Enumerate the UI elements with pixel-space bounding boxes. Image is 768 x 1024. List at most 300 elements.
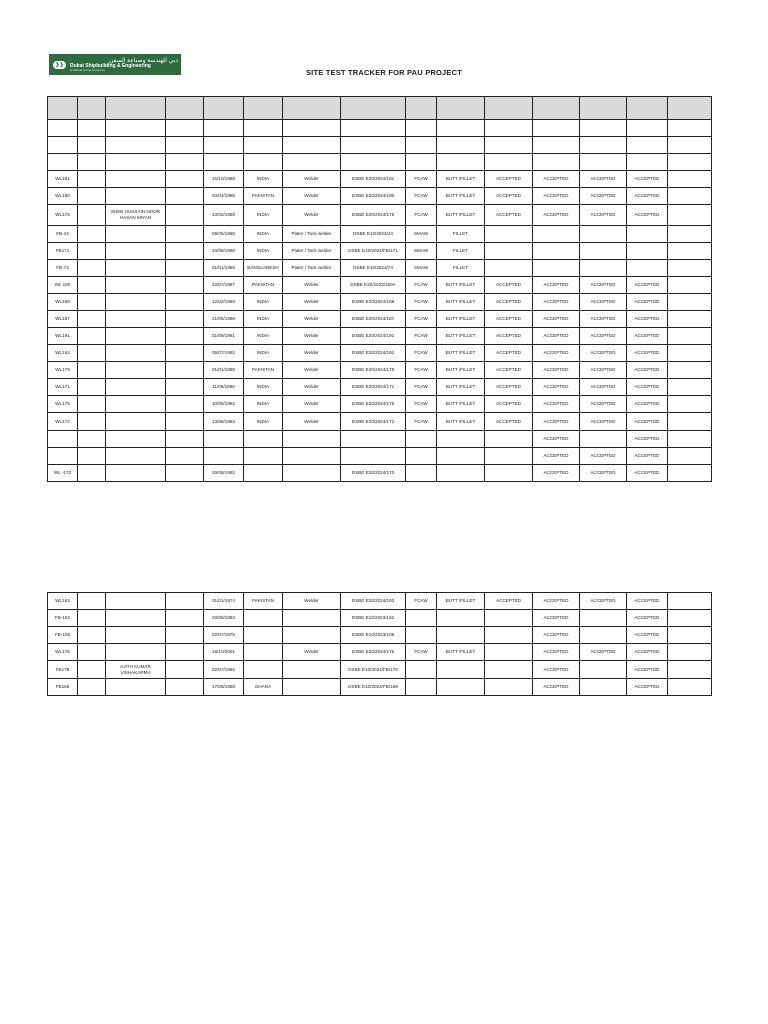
table-cell (166, 171, 204, 188)
table-cell: FCAW (406, 413, 437, 431)
table-cell: FCAW (406, 311, 437, 328)
table-cell (244, 465, 283, 482)
header-cell (627, 97, 668, 120)
table-cell: Welder (283, 277, 341, 294)
table-cell: DSBE E10/2024/FB/171 (341, 243, 406, 260)
table-cell (485, 260, 533, 277)
table-cell (406, 679, 437, 696)
table-cell: FB168 (48, 679, 78, 696)
table-cell (485, 644, 533, 661)
table-cell: ACCEPTED (485, 188, 533, 205)
table-cell (78, 465, 106, 482)
table-cell (406, 465, 437, 482)
table-cell: DSBE E10/2023/105 (341, 627, 406, 644)
table-cell: ACCEPTED (533, 593, 580, 610)
table-cell: ACCEPTED (533, 431, 580, 448)
table-cell: 10/02/1989 (204, 205, 244, 226)
table-cell (668, 593, 712, 610)
table-cell: ACCEPTED (533, 627, 580, 644)
table-cell: DSBE E20/2024/180 (341, 188, 406, 205)
table-cell (485, 431, 533, 448)
table-cell (106, 260, 166, 277)
logo-tagline: A Hidada Group Company (70, 67, 106, 72)
header-cell (437, 97, 485, 120)
table-cell: DSBE E20/2024/181 (341, 171, 406, 188)
table-cell (166, 277, 204, 294)
table-cell: BUTT /FILLET (437, 311, 485, 328)
table-cell (668, 448, 712, 465)
table-cell: FCAW (406, 188, 437, 205)
table-cell (166, 154, 204, 171)
table-cell: 13/06/1984 (204, 413, 244, 431)
table-cell (283, 610, 341, 627)
logo-arabic-name: دبي للهندسة وصناعة السفن (108, 57, 178, 64)
table-cell (627, 137, 668, 154)
header-cell (204, 97, 244, 120)
table-cell (166, 679, 204, 696)
table-row (48, 345, 712, 362)
table-cell (406, 137, 437, 154)
table-cell: Plater / Tack welder (283, 226, 341, 243)
table-cell (106, 627, 166, 644)
table-cell: FILLET (437, 260, 485, 277)
table-cell: WL192 (48, 345, 78, 362)
table-cell: ACCEPTED (627, 277, 668, 294)
header-row (48, 97, 712, 120)
table-cell: INDIA (244, 205, 283, 226)
header-cell (485, 97, 533, 120)
table-cell (166, 243, 204, 260)
table-cell: BUTT /FILLET (437, 413, 485, 431)
table-cell (437, 661, 485, 679)
table-cell (78, 205, 106, 226)
table-cell: BUTT /FILLET (437, 593, 485, 610)
table-cell (166, 345, 204, 362)
table-cell (166, 294, 204, 311)
table-cell (166, 413, 204, 431)
table-cell: ACCEPTED (533, 413, 580, 431)
table-cell (106, 593, 166, 610)
table-cell: SMAW (406, 243, 437, 260)
table-cell: GHANA (244, 679, 283, 696)
table-cell: 20/04/1995 (204, 188, 244, 205)
table-cell: DSBE E10/2024/FB/178 (341, 661, 406, 679)
table-cell: ACCEPTED (533, 205, 580, 226)
table-cell (341, 431, 406, 448)
table-cell (580, 260, 627, 277)
table-cell (78, 328, 106, 345)
table-cell: INDIA (244, 311, 283, 328)
table-cell: BUTT /FILLET (437, 328, 485, 345)
table-cell (244, 120, 283, 137)
table-cell (437, 137, 485, 154)
table-cell: FB-105 (48, 627, 78, 644)
table-cell (668, 260, 712, 277)
table-cell (78, 593, 106, 610)
table-cell: Plater / Tack welder (283, 260, 341, 277)
table-cell (78, 661, 106, 679)
table-cell: ACCEPTED (485, 205, 533, 226)
table-cell (78, 154, 106, 171)
table-cell: DSBE E20/2024/170 (341, 465, 406, 482)
table-cell: 05/07/1992 (204, 345, 244, 362)
table-cell: PAKISTAN (244, 277, 283, 294)
table-cell: PAKISTAN (244, 593, 283, 610)
table-cell: ACCEPTED (627, 413, 668, 431)
table-cell (106, 610, 166, 627)
table-cell: 01/01/1989 (204, 362, 244, 379)
table-cell: BUTT /FILLET (437, 277, 485, 294)
table-cell: ACCEPTED (533, 188, 580, 205)
table-cell: ACCEPTED (485, 593, 533, 610)
table-cell (106, 311, 166, 328)
header-cell (244, 97, 283, 120)
table-cell: ACCEPTED (627, 661, 668, 679)
table-cell (48, 137, 78, 154)
table-cell (668, 226, 712, 243)
table-cell (78, 413, 106, 431)
table-cell: DSBE E10/2023/44 (341, 226, 406, 243)
table-cell (166, 610, 204, 627)
table-cell: INDIA (244, 294, 283, 311)
table-cell (166, 627, 204, 644)
table-cell (580, 679, 627, 696)
table-cell (627, 120, 668, 137)
table-cell (283, 154, 341, 171)
table-cell (406, 661, 437, 679)
header-cell (341, 97, 406, 120)
table-cell (106, 644, 166, 661)
table-cell: FCAW (406, 205, 437, 226)
table-cell: ACCEPTED (580, 345, 627, 362)
table-cell (668, 345, 712, 362)
table-cell: DSBE E10/2023/74 (341, 260, 406, 277)
table-cell: 01/01/1974 (204, 593, 244, 610)
table-cell (166, 328, 204, 345)
table-cell: DSBE E20/2024/176 (341, 644, 406, 661)
table-cell (166, 593, 204, 610)
table-cell (341, 448, 406, 465)
table-cell: ACCEPTED (627, 593, 668, 610)
table-cell: ACCEPTED (627, 328, 668, 345)
table-cell: Welder (283, 188, 341, 205)
table-cell (283, 431, 341, 448)
table-cell (244, 448, 283, 465)
table-row (48, 396, 712, 413)
table-cell: Welder (283, 345, 341, 362)
table-row (48, 311, 712, 328)
table-cell: WL172 (48, 413, 78, 431)
table-cell: INDIA (244, 396, 283, 413)
table-cell: 10/05/1992 (204, 396, 244, 413)
table-cell: Welder (283, 362, 341, 379)
table-cell (341, 154, 406, 171)
table-cell: BUTT /FILLET (437, 345, 485, 362)
table-cell: AJITH KUMAR VISHAKARMA (106, 661, 166, 679)
table-cell (166, 661, 204, 679)
table-cell (437, 610, 485, 627)
table-cell: ACCEPTED (580, 644, 627, 661)
table-cell (668, 154, 712, 171)
table-cell (106, 226, 166, 243)
table-cell (406, 431, 437, 448)
table-cell: Welder (283, 171, 341, 188)
table-cell: Welder (283, 593, 341, 610)
table-cell (627, 226, 668, 243)
table-cell (106, 679, 166, 696)
table-cell: ACCEPTED (533, 610, 580, 627)
table-cell (166, 644, 204, 661)
table-cell (627, 154, 668, 171)
table-cell: DSBE E10/2023/162 (341, 610, 406, 627)
table-cell (485, 137, 533, 154)
table-cell: 02/07/1975 (204, 627, 244, 644)
table-cell: DSBE E20/2024/193 (341, 593, 406, 610)
table-cell: 12/02/1993 (204, 294, 244, 311)
table-cell: 10/08/1998 (204, 243, 244, 260)
table-cell: ACCEPTED (580, 277, 627, 294)
table-cell (406, 120, 437, 137)
table-cell (166, 379, 204, 396)
table-cell (668, 294, 712, 311)
table-cell: INDIA (244, 171, 283, 188)
table-cell (627, 243, 668, 260)
table-cell (533, 137, 580, 154)
table-cell: ACCEPTED (580, 413, 627, 431)
table-cell (580, 661, 627, 679)
table-cell (106, 294, 166, 311)
table-cell (668, 137, 712, 154)
table-cell: ACCEPTED (627, 679, 668, 696)
logo-emblem-icon: ❯❯ (53, 61, 66, 69)
table-cell (668, 328, 712, 345)
table-cell (485, 627, 533, 644)
table-cell (78, 396, 106, 413)
table-cell (78, 379, 106, 396)
table-cell (78, 679, 106, 696)
table-cell (580, 137, 627, 154)
table-cell: ACCEPTED (627, 362, 668, 379)
header-cell (166, 97, 204, 120)
table-cell: ACCEPTED (580, 311, 627, 328)
table-cell: FB-74 (48, 260, 78, 277)
table-cell (668, 120, 712, 137)
table-cell: 18/10/2001 (204, 644, 244, 661)
table-cell (668, 311, 712, 328)
table-cell (106, 277, 166, 294)
table-cell: BUTT /FILLET (437, 362, 485, 379)
table-cell (668, 379, 712, 396)
table-cell: 22/07/1987 (204, 277, 244, 294)
table-cell: ACCEPTED (580, 328, 627, 345)
table-cell: WL187 (48, 311, 78, 328)
table-cell (106, 120, 166, 137)
table-cell: INDIA (244, 413, 283, 431)
table-cell: ACCEPTED (485, 311, 533, 328)
table-cell (204, 137, 244, 154)
table-cell (78, 277, 106, 294)
table-cell: Welder (283, 294, 341, 311)
table-cell: 15/10/1988 (204, 171, 244, 188)
table-cell (668, 413, 712, 431)
table-cell (437, 154, 485, 171)
table-cell: ACCEPTED (485, 396, 533, 413)
table-cell: ACCEPTED (485, 345, 533, 362)
table-cell: ACCEPTED (485, 379, 533, 396)
table-cell: 20/08/1992 (204, 465, 244, 482)
table-cell (244, 610, 283, 627)
table-cell (406, 448, 437, 465)
table-cell: DSBE E20/2024/189 (341, 294, 406, 311)
table-row (48, 362, 712, 379)
table-cell: DSBE E10/2024/FB/168 (341, 679, 406, 696)
table-cell: WL175 (48, 396, 78, 413)
table-cell (668, 188, 712, 205)
table-cell: ACCEPTED (627, 205, 668, 226)
table-cell: ACCEPTED (533, 362, 580, 379)
table-cell (78, 345, 106, 362)
table-cell: DSBE E20/2024/172 (341, 413, 406, 431)
table-cell (580, 431, 627, 448)
table-cell (48, 448, 78, 465)
table-cell (533, 154, 580, 171)
table-row (48, 328, 712, 345)
header-cell (580, 97, 627, 120)
header-cell (283, 97, 341, 120)
table-cell (244, 137, 283, 154)
table-cell: ACCEPTED (533, 345, 580, 362)
table-cell (106, 345, 166, 362)
table-cell (78, 188, 106, 205)
table-cell: ACCEPTED (627, 610, 668, 627)
table-cell: Welder (283, 205, 341, 226)
table-cell (106, 379, 166, 396)
table-cell (78, 431, 106, 448)
table-cell (283, 137, 341, 154)
table-cell: DSBE E20/2024/178 (341, 205, 406, 226)
table-cell: WL180 (48, 188, 78, 205)
table-cell: ACCEPTED (627, 345, 668, 362)
table-cell (406, 627, 437, 644)
table-cell: INDIA (244, 243, 283, 260)
header-cell (78, 97, 106, 120)
table-cell (48, 431, 78, 448)
table-cell: BUTT /FILLET (437, 644, 485, 661)
table-cell: FB-44 (48, 226, 78, 243)
table-cell: SMAW (406, 260, 437, 277)
table-row (48, 226, 712, 243)
table-row (48, 431, 712, 448)
table-cell: FCAW (406, 328, 437, 345)
table-cell: BUTT /FILLET (437, 294, 485, 311)
table-cell: BUTT /FILLET (437, 188, 485, 205)
table-cell (244, 644, 283, 661)
table-cell: BUTT /FILLET (437, 171, 485, 188)
table-cell: ACCEPTED (533, 277, 580, 294)
table-cell: BUTT /FILLET (437, 379, 485, 396)
table-cell (283, 661, 341, 679)
table-cell (668, 465, 712, 482)
table-cell (166, 311, 204, 328)
table-cell: ACCEPTED (533, 465, 580, 482)
table-cell (485, 120, 533, 137)
table-cell (580, 226, 627, 243)
table-row (48, 465, 712, 482)
table-cell: ACCEPTED (580, 379, 627, 396)
table-cell: WL 160 (48, 277, 78, 294)
table-cell: BUTT /FILLET (437, 396, 485, 413)
table-cell (78, 362, 106, 379)
table-row (48, 294, 712, 311)
table-cell: 09/05/1960 (204, 226, 244, 243)
header-cell (668, 97, 712, 120)
table-cell: ACCEPTED (533, 379, 580, 396)
table-cell: ACCEPTED (533, 448, 580, 465)
table-cell (204, 120, 244, 137)
table-cell: WL178 (48, 205, 78, 226)
table-cell (437, 431, 485, 448)
table-cell (341, 137, 406, 154)
header-cell (48, 97, 78, 120)
table-cell (106, 328, 166, 345)
table-cell (244, 661, 283, 679)
table-cell: WL181 (48, 171, 78, 188)
table-cell: ACCEPTED (533, 171, 580, 188)
table-cell: FB171 (48, 243, 78, 260)
header-cell (406, 97, 437, 120)
table-cell (580, 243, 627, 260)
table-cell: Plater / Tack welder (283, 243, 341, 260)
table-row (48, 448, 712, 465)
table-cell (533, 120, 580, 137)
table-cell: DSBE E20/2024/191 (341, 328, 406, 345)
table-cell: FB178 (48, 661, 78, 679)
table-cell (78, 171, 106, 188)
table-cell (283, 679, 341, 696)
table-cell: ACCEPTED (533, 396, 580, 413)
table-row (48, 205, 712, 226)
table-cell (580, 154, 627, 171)
table-cell: ACCEPTED (627, 396, 668, 413)
table-cell (485, 679, 533, 696)
table-cell (166, 226, 204, 243)
header-cell (533, 97, 580, 120)
table-cell: 20/05/1983 (204, 610, 244, 627)
table-cell (485, 226, 533, 243)
table-cell: ACCEPTED (580, 448, 627, 465)
table-cell (627, 260, 668, 277)
table-cell: WL193 (48, 593, 78, 610)
table-cell: ACCEPTED (485, 413, 533, 431)
table-cell (485, 243, 533, 260)
table-cell (485, 448, 533, 465)
table-cell: FB-162 (48, 610, 78, 627)
table-row (48, 661, 712, 679)
table-row (48, 243, 712, 260)
table-cell: Welder (283, 644, 341, 661)
table-cell (106, 431, 166, 448)
table-cell (106, 413, 166, 431)
table-cell (437, 120, 485, 137)
table-cell (283, 627, 341, 644)
table-cell (166, 362, 204, 379)
site-test-tracker-table (47, 96, 712, 482)
table-cell: SHEB HUSSAIN NOOR HASAN MIYAN (106, 205, 166, 226)
table-cell (166, 205, 204, 226)
table-cell (580, 120, 627, 137)
table-cell (166, 465, 204, 482)
table-cell: FCAW (406, 277, 437, 294)
